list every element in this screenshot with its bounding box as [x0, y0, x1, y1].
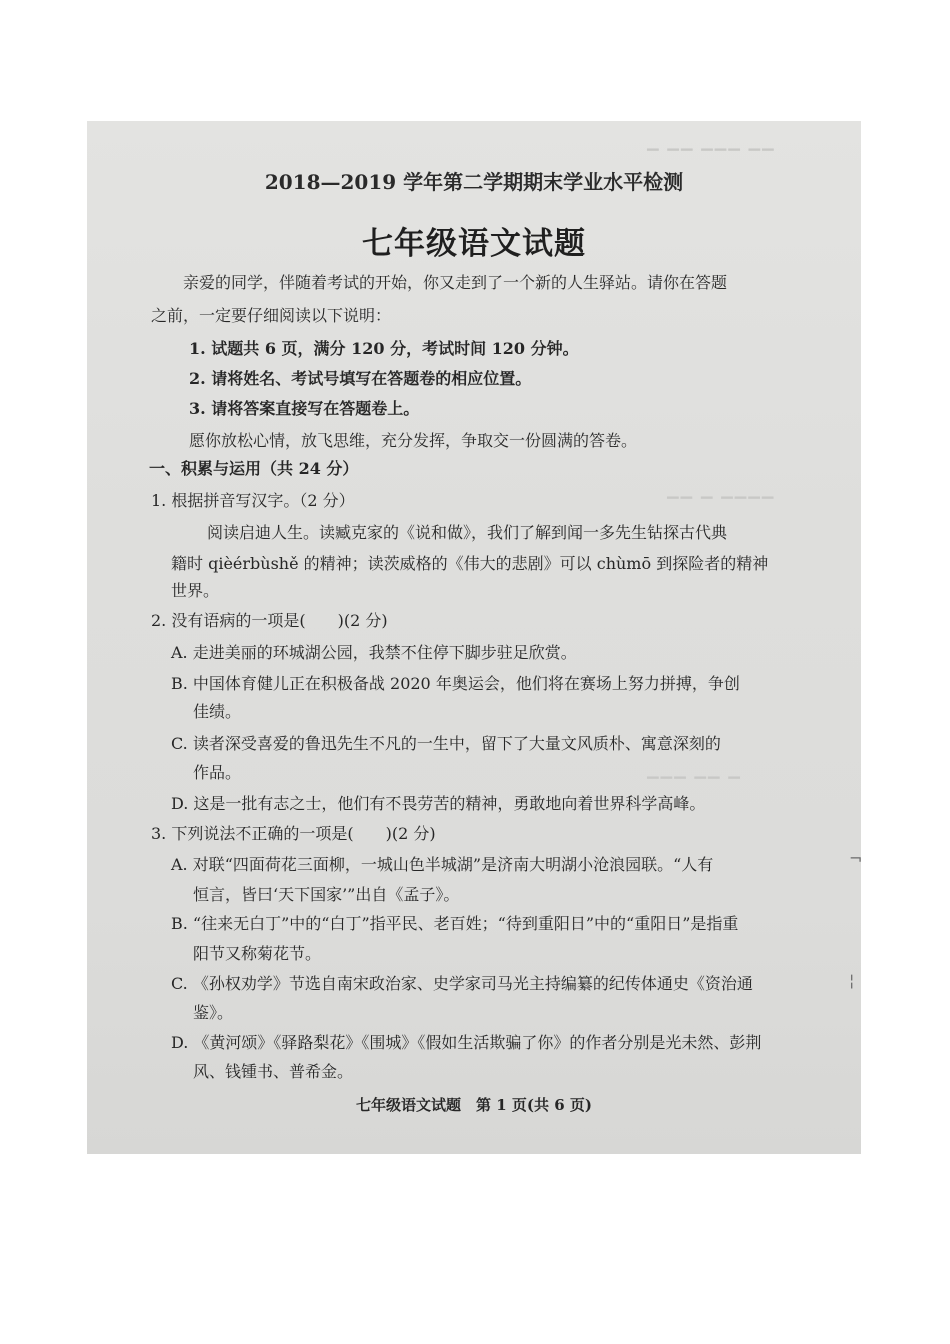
exam-title-line: 2018—2019 学年第二学期期末学业水平检测: [264, 170, 684, 194]
question-1-text-line2: 籍时 qièérbùshě 的精神；读茨威格的《伟大的悲剧》可以 chùmō 到探险者的精神: [171, 554, 769, 573]
page-edge-mark: ¬: [849, 849, 863, 868]
question-3-option-c-cont: 鉴》。: [193, 1003, 234, 1022]
question-2-stem: 2. 没有语病的一项是( )(2 分): [151, 611, 388, 630]
question-1-text-line3: 世界。: [171, 581, 220, 600]
question-3-stem: 3. 下列说法不正确的一项是( )(2 分): [151, 824, 436, 843]
instruction-item: 1. 试题共 6 页，满分 120 分，考试时间 120 分钟。: [189, 339, 579, 358]
instruction-item: 3. 请将答案直接写在答题卷上。: [189, 399, 420, 418]
question-3-option-b-cont: 阳节又称菊花节。: [193, 944, 322, 963]
question-3-option-c: C. 《孙权劝学》节选自南宋政治家、史学家司马光主持编纂的纪传体通史《资治通: [171, 974, 753, 993]
exam-content: [87, 121, 861, 1154]
intro-wish: 愿你放松心情，放飞思维，充分发挥，争取交一份圆满的答卷。: [189, 431, 638, 450]
section-heading: 一、积累与运用（共 24 分）: [149, 459, 359, 478]
question-3-option-d: D. 《黄河颂》《驿路梨花》《围城》《假如生活欺骗了你》的作者分别是光未然、彭荆: [171, 1033, 762, 1052]
question-2-option-d: D. 这是一批有志之士，他们有不畏劳苦的精神，勇敢地向着世界科学高峰。: [171, 794, 706, 813]
question-3-option-d-cont: 风、钱锺书、普希金。: [193, 1062, 354, 1081]
intro-greeting-line2: 之前，一定要仔细阅读以下说明：: [151, 306, 392, 325]
question-1-text-line1: 阅读启迪人生。读臧克家的《说和做》，我们了解到闻一多先生钻探古代典: [207, 523, 728, 542]
question-2-option-a: A. 走进美丽的环城湖公园，我禁不住停下脚步驻足欣赏。: [171, 643, 577, 662]
question-3-option-b: B. “往来无白丁”中的“白丁”指平民、老百姓；“待到重阳日”中的“重阳日”是指重: [171, 914, 739, 933]
bleed-through-mark: ▁ ▁▁ ▁▁▁ ▁▁: [647, 133, 776, 151]
question-2-option-c-cont: 作品。: [193, 763, 242, 782]
bleed-through-mark: ▁▁ ▁ ▁▁▁▁: [667, 481, 776, 499]
bleed-through-mark: ▁▁▁ ▁▁ ▁: [647, 761, 742, 779]
question-3-option-a: A. 对联“四面荷花三面柳，一城山色半城湖”是济南大明湖小沧浪园联。“人有: [171, 855, 714, 874]
question-2-option-b: B. 中国体育健儿正在积极备战 2020 年奥运会，他们将在赛场上努力拼搏，争创: [171, 674, 740, 693]
question-3-option-a-cont: 恒言，皆曰‘天下国家’”出自《孟子》。: [193, 885, 460, 904]
question-2-option-c: C. 读者深受喜爱的鲁迅先生不凡的一生中，留下了大量文风质朴、寓意深刻的: [171, 734, 721, 753]
page-footer: 七年级语文试题 第 1 页(共 6 页): [356, 1096, 592, 1114]
question-2-option-b-cont: 佳绩。: [193, 702, 242, 721]
intro-greeting-line1: 亲爱的同学，伴随着考试的开始，你又走到了一个新的人生驿站。请你在答题: [183, 273, 728, 292]
instruction-item: 2. 请将姓名、考试号填写在答题卷的相应位置。: [189, 369, 532, 388]
question-1-stem: 1. 根据拼音写汉字。（2 分）: [151, 491, 355, 510]
exam-page-photo: [87, 121, 861, 1154]
page-edge-mark: ¦: [849, 971, 855, 990]
exam-subject-title: 七年级语文试题: [362, 226, 586, 262]
